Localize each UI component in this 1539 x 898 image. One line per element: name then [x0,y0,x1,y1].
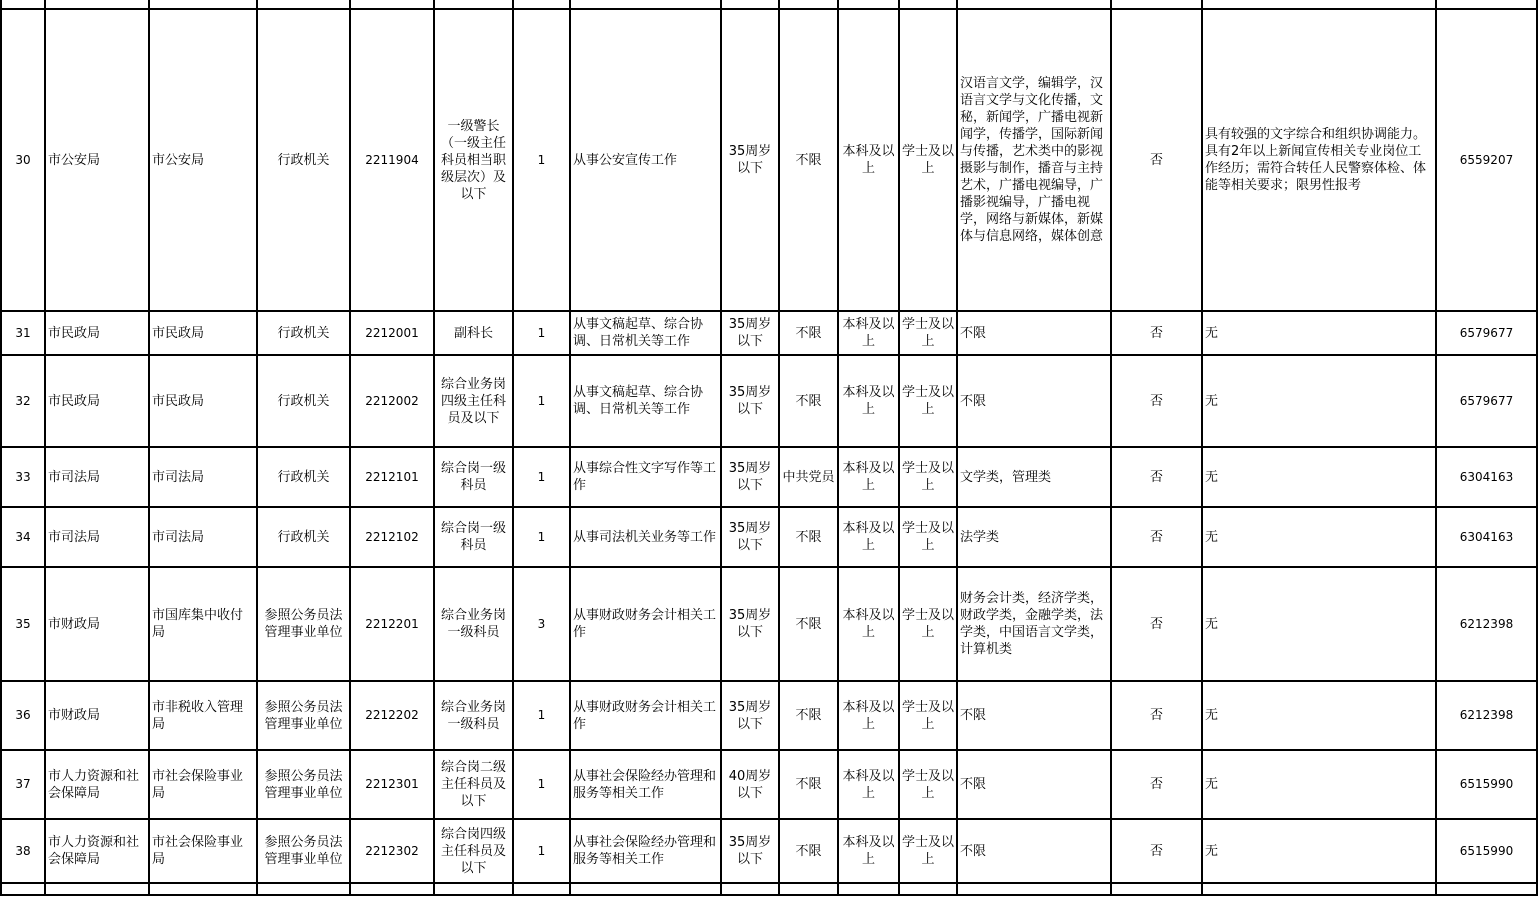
table-row [1,447,1537,507]
count-cell: 1 [513,750,570,819]
unit-cell: 市司法局 [149,507,257,567]
duty-cell: 从事财政财务会计相关工作 [570,681,721,750]
age-cell: 35周岁以下 [721,311,779,355]
seq-cell: 30 [1,9,45,311]
table-row [1,567,1537,681]
table-row [1,311,1537,355]
unit-nature-cell: 行政机关 [257,355,350,447]
unit-cell: 市民政局 [149,311,257,355]
education-cell: 本科及以上 [838,681,899,750]
major-cell: 汉语言文学，编辑学，汉语言文学与文化传播，文秘，新闻学，广播电视新闻学，传播学，国际新闻与传播，艺术类中的影视摄影与制作，播音与主持艺术，广播电视编导，广播影视编导，广播电视学，网络与新媒体，新媒体与信息网络，媒体创意 [957,9,1111,311]
degree-cell: 学士及以上 [899,355,957,447]
degree-cell: 学士及以上 [899,9,957,311]
count-cell: 1 [513,311,570,355]
unit-nature-cell: 行政机关 [257,447,350,507]
phone-cell: 6212398 [1436,567,1537,681]
major-cell: 财务会计类，经济学类，财政学类，金融学类，法学类，中国语言文学类，计算机类 [957,567,1111,681]
grassroots-cell: 否 [1111,9,1202,311]
degree-cell: 学士及以上 [899,507,957,567]
seq-cell: 31 [1,311,45,355]
other-requirements-cell: 无 [1202,507,1436,567]
politics-cell: 不限 [779,507,838,567]
unit-cell: 市民政局 [149,355,257,447]
unit-cell: 市社会保险事业局 [149,819,257,883]
unit-nature-cell: 参照公务员法管理事业单位 [257,567,350,681]
grassroots-cell: 否 [1111,311,1202,355]
unit-nature-cell: 参照公务员法管理事业单位 [257,819,350,883]
position-cell: 综合业务岗四级主任科员及以下 [434,355,513,447]
count-cell: 1 [513,9,570,311]
politics-cell: 不限 [779,355,838,447]
unit-cell: 市国库集中收付局 [149,567,257,681]
politics-cell: 不限 [779,681,838,750]
position-code-cell: 2212301 [350,750,434,819]
education-cell: 本科及以上 [838,507,899,567]
seq-cell: 36 [1,681,45,750]
table-row [1,507,1537,567]
duty-cell: 从事公安宣传工作 [570,9,721,311]
other-requirements-cell: 无 [1202,355,1436,447]
unit-nature-cell: 参照公务员法管理事业单位 [257,681,350,750]
phone-cell: 6579677 [1436,355,1537,447]
department-cell: 市人力资源和社会保障局 [45,819,149,883]
position-cell: 综合业务岗一级科员 [434,567,513,681]
major-cell: 文学类，管理类 [957,447,1111,507]
count-cell: 1 [513,355,570,447]
grassroots-cell: 否 [1111,750,1202,819]
seq-cell: 38 [1,819,45,883]
degree-cell: 学士及以上 [899,819,957,883]
politics-cell: 不限 [779,311,838,355]
seq-cell: 35 [1,567,45,681]
phone-cell: 6304163 [1436,447,1537,507]
education-cell: 本科及以上 [838,750,899,819]
degree-cell: 学士及以上 [899,311,957,355]
age-cell: 35周岁以下 [721,355,779,447]
duty-cell: 从事社会保险经办管理和服务等相关工作 [570,819,721,883]
position-cell: 综合岗四级主任科员及以下 [434,819,513,883]
position-code-cell: 2212001 [350,311,434,355]
duty-cell: 从事社会保险经办管理和服务等相关工作 [570,750,721,819]
department-cell: 市财政局 [45,681,149,750]
position-cell: 综合岗一级科员 [434,507,513,567]
education-cell: 本科及以上 [838,567,899,681]
major-cell: 不限 [957,819,1111,883]
table-row-partial-top [1,0,1537,9]
grassroots-cell: 否 [1111,355,1202,447]
phone-cell: 6559207 [1436,9,1537,311]
unit-nature-cell: 行政机关 [257,311,350,355]
department-cell: 市公安局 [45,9,149,311]
grassroots-cell: 否 [1111,567,1202,681]
duty-cell: 从事文稿起草、综合协调、日常机关等工作 [570,311,721,355]
position-cell: 一级警长（一级主任科员相当职级层次）及以下 [434,9,513,311]
position-code-cell: 2212202 [350,681,434,750]
politics-cell: 不限 [779,9,838,311]
major-cell: 不限 [957,681,1111,750]
major-cell: 不限 [957,750,1111,819]
position-cell: 副科长 [434,311,513,355]
position-cell: 综合岗一级科员 [434,447,513,507]
department-cell: 市民政局 [45,311,149,355]
education-cell: 本科及以上 [838,311,899,355]
table-row-partial-bottom [1,883,1537,895]
politics-cell: 不限 [779,750,838,819]
unit-nature-cell: 行政机关 [257,507,350,567]
other-requirements-cell: 无 [1202,567,1436,681]
unit-cell: 市非税收入管理局 [149,681,257,750]
department-cell: 市司法局 [45,507,149,567]
age-cell: 35周岁以下 [721,819,779,883]
seq-cell: 37 [1,750,45,819]
grassroots-cell: 否 [1111,507,1202,567]
major-cell: 不限 [957,311,1111,355]
other-requirements-cell: 无 [1202,750,1436,819]
phone-cell: 6212398 [1436,681,1537,750]
department-cell: 市司法局 [45,447,149,507]
other-requirements-cell: 无 [1202,311,1436,355]
education-cell: 本科及以上 [838,819,899,883]
position-code-cell: 2211904 [350,9,434,311]
duty-cell: 从事财政财务会计相关工作 [570,567,721,681]
degree-cell: 学士及以上 [899,567,957,681]
grassroots-cell: 否 [1111,447,1202,507]
table-row [1,681,1537,750]
degree-cell: 学士及以上 [899,681,957,750]
age-cell: 35周岁以下 [721,681,779,750]
position-code-cell: 2212302 [350,819,434,883]
age-cell: 35周岁以下 [721,9,779,311]
position-code-cell: 2212002 [350,355,434,447]
other-requirements-cell: 无 [1202,819,1436,883]
position-code-cell: 2212101 [350,447,434,507]
age-cell: 35周岁以下 [721,507,779,567]
department-cell: 市财政局 [45,567,149,681]
department-cell: 市人力资源和社会保障局 [45,750,149,819]
duty-cell: 从事文稿起草、综合协调、日常机关等工作 [570,355,721,447]
grassroots-cell: 否 [1111,819,1202,883]
degree-cell: 学士及以上 [899,447,957,507]
education-cell: 本科及以上 [838,447,899,507]
count-cell: 1 [513,681,570,750]
seq-cell: 33 [1,447,45,507]
education-cell: 本科及以上 [838,9,899,311]
position-cell: 综合岗二级主任科员及以下 [434,750,513,819]
age-cell: 35周岁以下 [721,567,779,681]
department-cell: 市民政局 [45,355,149,447]
table-row [1,9,1537,311]
unit-cell: 市社会保险事业局 [149,750,257,819]
position-code-cell: 2212201 [350,567,434,681]
seq-cell: 34 [1,507,45,567]
count-cell: 1 [513,447,570,507]
phone-cell: 6515990 [1436,819,1537,883]
unit-cell: 市公安局 [149,9,257,311]
other-requirements-cell: 无 [1202,681,1436,750]
phone-cell: 6579677 [1436,311,1537,355]
seq-cell: 32 [1,355,45,447]
other-requirements-cell: 具有较强的文字综合和组织协调能力。具有2年以上新闻宣传相关专业岗位工作经历；需符合转任人民警察体检、体能等相关要求；限男性报考 [1202,9,1436,311]
age-cell: 35周岁以下 [721,447,779,507]
major-cell: 不限 [957,355,1111,447]
position-code-cell: 2212102 [350,507,434,567]
phone-cell: 6515990 [1436,750,1537,819]
duty-cell: 从事司法机关业务等工作 [570,507,721,567]
degree-cell: 学士及以上 [899,750,957,819]
count-cell: 1 [513,507,570,567]
major-cell: 法学类 [957,507,1111,567]
politics-cell: 不限 [779,567,838,681]
politics-cell: 不限 [779,819,838,883]
count-cell: 3 [513,567,570,681]
grassroots-cell: 否 [1111,681,1202,750]
duty-cell: 从事综合性文字写作等工作 [570,447,721,507]
table-row [1,750,1537,819]
unit-nature-cell: 参照公务员法管理事业单位 [257,750,350,819]
table-row [1,819,1537,883]
table-row [1,355,1537,447]
phone-cell: 6304163 [1436,507,1537,567]
age-cell: 40周岁以下 [721,750,779,819]
politics-cell: 中共党员 [779,447,838,507]
other-requirements-cell: 无 [1202,447,1436,507]
position-cell: 综合业务岗一级科员 [434,681,513,750]
unit-nature-cell: 行政机关 [257,9,350,311]
unit-cell: 市司法局 [149,447,257,507]
count-cell: 1 [513,819,570,883]
education-cell: 本科及以上 [838,355,899,447]
